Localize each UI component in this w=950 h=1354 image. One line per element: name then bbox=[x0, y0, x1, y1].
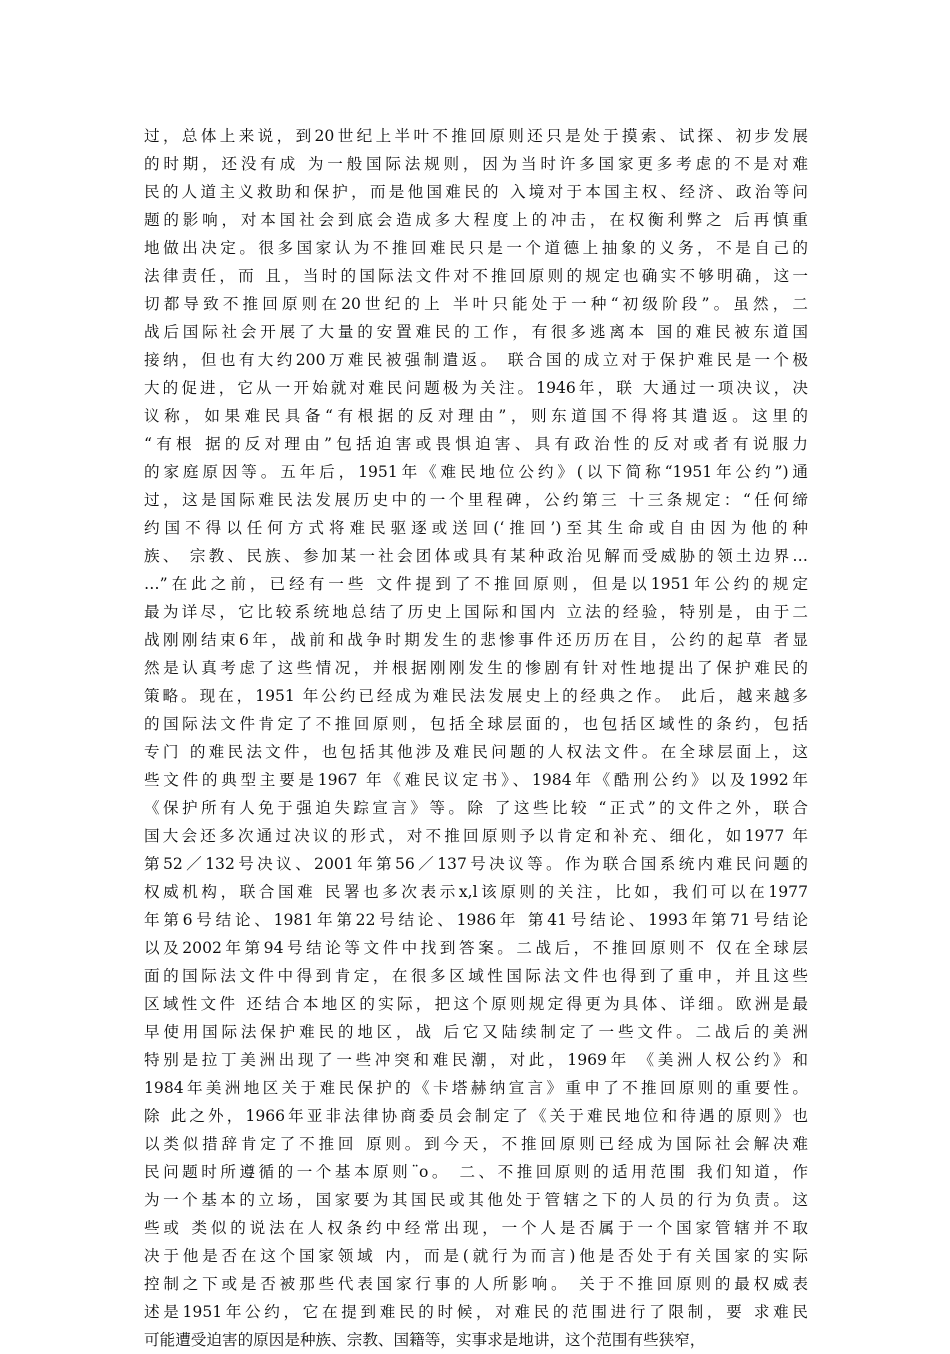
text-line: 大的促进，它从一开始就对难民问题极为关注。1946年，联 大通过一项决议，决 bbox=[144, 379, 808, 397]
text-line: “有根 据的反对理由”包括迫害或畏惧迫害、具有政治性的反对或者有说服力 bbox=[144, 435, 808, 453]
text-line: 特别是拉丁美洲出现了一些冲突和难民潮，对此，1969年 《美洲人权公约》和 bbox=[144, 1051, 808, 1069]
text-line: 过，这是国际难民法发展历史中的一个里程碑，公约第三 十三条规定：“任何缔 bbox=[144, 491, 808, 509]
text-line: 国大会还多次通过决议的形式，对不推回原则予以肯定和补充、细化，如1977 年 bbox=[144, 827, 808, 845]
text-line: 可能遭受迫害的原因是种族、宗教、国籍等，实事求是地讲，这个范围有些狭窄， bbox=[144, 1331, 706, 1349]
text-line: 切都导致不推回原则在20世纪的上 半叶只能处于一种“初级阶段”。虽然，二 bbox=[144, 295, 808, 313]
text-line: 第52／132号决议、2001年第56／137号决议等。作为联合国系统内难民问题的 bbox=[144, 855, 808, 873]
text-line: 议称，如果难民具备“有根据的反对理由”，则东道国不得将其遣返。这里的 bbox=[144, 407, 808, 425]
text-line: 权威机构，联合国难 民署也多次表示x,l该原则的关注，比如，我们可以在1977 bbox=[144, 883, 808, 901]
text-line: 决于他是否在这个国家领域 内，而是(就行为而言)他是否处于有关国家的实际 bbox=[144, 1247, 808, 1265]
text-line: 民的人道主义救助和保护，而是他国难民的 入境对于本国主权、经济、政治等问 bbox=[144, 183, 808, 201]
text-line: 以类似措辞肯定了不推回 原则。到今天，不推回原则已经成为国际社会解决难 bbox=[144, 1135, 808, 1153]
text-line: 过，总体上来说，到20世纪上半叶不推回原则还只是处于摸索、试探、初步发展 bbox=[144, 127, 808, 145]
text-line: 的家庭原因等。五年后，1951年《难民地位公约》(以下简称“1951年公约”)通 bbox=[144, 463, 808, 481]
text-line: 策略。现在，1951 年公约已经成为难民法发展史上的经典之作。 此后，越来越多 bbox=[144, 687, 808, 705]
text-line: 地做出决定。很多国家认为不推回难民只是一个道德上抽象的义务，不是自己的 bbox=[144, 239, 808, 257]
text-line: 法律责任，而 且，当时的国际法文件对不推回原则的规定也确实不够明确，这一 bbox=[144, 267, 808, 285]
text-line: 除 此之外，1966年亚非法律协商委员会制定了《关于难民地位和待遇的原则》也 bbox=[144, 1107, 808, 1125]
text-line: 然是认真考虑了这些情况，并根据刚刚发生的惨剧有针对性地提出了保护难民的 bbox=[144, 659, 808, 677]
text-line: 民问题时所遵循的一个基本原则¨o。 二、不推回原则的适用范围 我们知道，作 bbox=[144, 1163, 808, 1181]
text-line: 述是1951年公约，它在提到难民的时候，对难民的范围进行了限制，要 求难民 bbox=[144, 1303, 808, 1321]
text-line: 些或 类似的说法在人权条约中经常出现，一个人是否属于一个国家管辖并不取 bbox=[144, 1219, 808, 1237]
text-line: 战刚刚结束6年，战前和战争时期发生的悲惨事件还历历在目，公约的起草 者显 bbox=[144, 631, 808, 649]
text-line: 以及2002年第94号结论等文件中找到答案。二战后，不推回原则不 仅在全球层 bbox=[144, 939, 808, 957]
text-line: 面的国际法文件中得到肯定，在很多区域性国际法文件也得到了重申，并且这些 bbox=[144, 967, 808, 985]
text-line: 控制之下或是否被那些代表国家行事的人所影响。 关于不推回原则的最权威表 bbox=[144, 1275, 808, 1293]
text-line: 约国不得以任何方式将难民驱逐或送回(‘推回’)至其生命或自由因为他的种 bbox=[144, 519, 808, 537]
body-text bbox=[144, 122, 808, 1354]
text-line: 区域性文件 还结合本地区的实际，把这个原则规定得更为具体、详细。欧洲是最 bbox=[144, 995, 808, 1013]
text-line: 最为详尽，它比较系统地总结了历史上国际和国内 立法的经验，特别是，由于二 bbox=[144, 603, 808, 621]
text-line: 战后国际社会开展了大量的安置难民的工作，有很多逃离本 国的难民被东道国 bbox=[144, 323, 808, 341]
text-line: 《保护所有人免于强迫失踪宣言》等。除 了这些比较 “正式”的文件之外，联合 bbox=[144, 799, 808, 817]
text-line: 的时期，还没有成 为一般国际法规则，因为当时许多国家更多考虑的不是对难 bbox=[144, 155, 808, 173]
text-line: 些文件的典型主要是1967 年《难民议定书》、1984年《酷刑公约》以及1992年 bbox=[144, 771, 808, 789]
text-line: 族、 宗教、民族、参加某一社会团体或具有某种政治见解而受威胁的领土边界… bbox=[144, 547, 808, 565]
text-line: 早使用国际法保护难民的地区，战 后它又陆续制定了一些文件。二战后的美洲 bbox=[144, 1023, 808, 1041]
text-line: 接纳，但也有大约200万难民被强制遣返。 联合国的成立对于保护难民是一个极 bbox=[144, 351, 808, 369]
text-line: 年第6号结论、1981年第22号结论、1986年 第41号结论、1993年第71号结论 bbox=[144, 911, 808, 929]
text-line: 的国际法文件肯定了不推回原则，包括全球层面的，也包括区域性的条约，包括 bbox=[144, 715, 808, 733]
text-line: 1984年美洲地区关于难民保护的《卡塔赫纳宣言》重申了不推回原则的重要性。 bbox=[144, 1079, 808, 1097]
text-line: 题的影响，对本国社会到底会造成多大程度上的冲击，在权衡利弊之 后再慎重 bbox=[144, 211, 808, 229]
text-line: 为一个基本的立场，国家要为其国民或其他处于管辖之下的人员的行为负责。这 bbox=[144, 1191, 808, 1209]
text-line: …”在此之前，已经有一些 文件提到了不推回原则，但是以1951年公约的规定 bbox=[144, 575, 808, 593]
text-line: 专门 的难民法文件，也包括其他涉及难民问题的人权法文件。在全球层面上，这 bbox=[144, 743, 808, 761]
